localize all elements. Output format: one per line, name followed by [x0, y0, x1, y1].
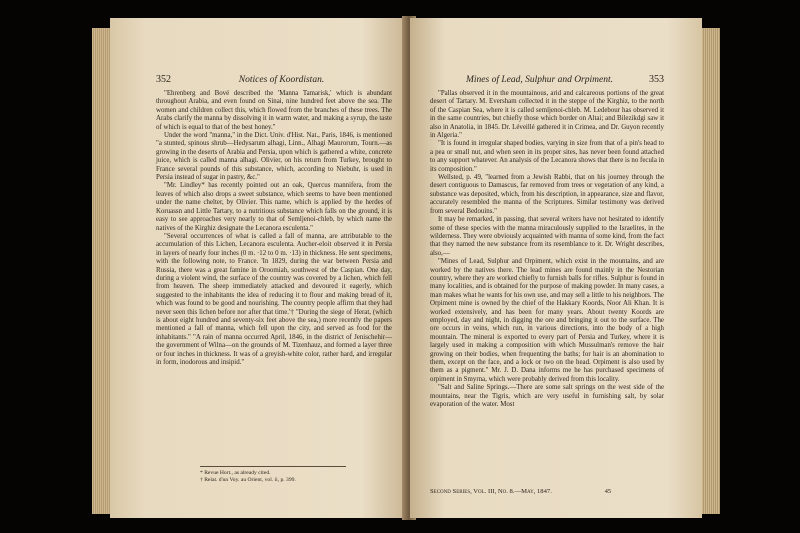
paragraph: Under the word "manna," in the Dict. Univ. d'Hist. Nat., Paris, 1846, is mentioned "a stunted, spinous shrub—Hedysarum alhagi, Linn., Alhagi Maurorum, Tourn.—as growing in the deserts of Arabia and Persia, upon which is gathered a white, concrete juice, which is called manna alhagi. Olivier, on his return from Turkey, brought to France several pounds of this substance, which, according to Niebuhr, is used in Persia instead of sugar in pastry, &c." [156, 132, 392, 182]
paragraph: "Salt and Saline Springs.—There are some salt springs on the west side of the mountains, near the Tigris, which are very useful in furnishing salt, by solar evaporation of the water. Most [430, 384, 664, 409]
paragraph: Wellsted, p. 49, "learned from a Jewish Rabbi, that on his journey through the desert contiguous to Damascus, far removed from trees or vegetation of any kind, a substance was deposited, which, from his description, in appearance, size and flavor, accurately resembled the manna of the Scriptures. Similar testimony was derived from several Bedouins." [430, 174, 664, 215]
paragraph: "Mines of Lead, Sulphur and Orpiment, which exist in the mountains, and are worked by the natives there. The lead mines are found mainly in the Nestorian country, where they are worked chiefly to furnish balls for rifles. Sulphur is found in many localities, and is obtained for the purpose of making powder. In many cases, a man makes what he wants for his own use, and may sell a little to his neighbors. The Orpiment mine is owned by the chief of the Hakkary Koords, Noor Ali Khan. It is worked extensively, and has been for many years. About twenty Koords are employed, day and night, in digging the ore and bringing it out to the surface. The ore occurs in veins, which run, in various directions, into the body of a high mountain. The mineral is exported to every part of Persia and Turkey, where it is largely used in making a composition with which Mussulman's remove the hair growing on their bodies, when frequenting the baths; for hair is an abomination to them, except on the face, and a lock or two on the head. Orpiment is also used by them as a pigment." Mr. J. D. Dana informs me he has purchased specimens of orpiment in Smyrna, which were probably derived from this locality. [430, 258, 664, 383]
right-running-title: Mines of Lead, Sulphur and Orpiment. [466, 75, 613, 85]
left-running-head [156, 74, 392, 85]
series-signature: Second Series, Vol. III, No. 8.—May, 1847. [430, 488, 552, 495]
right-page-number: 353 [648, 74, 664, 85]
paragraph: "Mr. Lindley* has recently pointed out an oak, Quercus mannifera, from the leaves of which also drops a sweet substance, which seems to have been mentioned under the name chelter, by Olivier. This name, which is applied by the herdes of Koruassn and Little Tartary, to a nutritious substance which falls on the ground, it is easy to see approaches very nearly to that of Semljenoi-chleb, by which name the natives of the Kirghiz designate the Lecanora esculenta." [156, 182, 392, 232]
paragraph: It may be remarked, in passing, that several writers have not hesitated to identify some of these species with the manna miraculously supplied to the Israelites, in the wilderness. They were obviously acquainted with manna of some kind, from the fact that they named the new substance from its resemblance to it. Dr. Wright describes, also,— [430, 216, 664, 257]
paragraph: "Several occurrences of what is called a fall of manna, are attributable to the accumulation of this Lichen, Lecanora esculenta. Aucher-eloit observed it in Persia in layers of nearly four inches (0 m. ·12 to 0 m. ·13) in thickness. He sent specimens, with the following note, to France. 'In 1829, during the war between Persia and Russia, there was a great famine in Oroomiah, southwest of the Caspian. One day, during a violent wind, the surface of the country was covered by a lichen, which fell from heaven. The sheep immediately attacked and devoured it eagerly, which suggested to the inhabitants the idea of reducing it to flour and making bread of it, which was found to be good and nourishing. The country people affirm that they had never seen this lichen before nor after that time.'† "During the siege of Herat, (which is about eight hundred and seventy-six feet above the sea,) more recently the papers mentioned a fall of manna, which fell upon the city, and served as food for the inhabitants." "A rain of manna occurred April, 1846, in the district of Jenischehir—the government of Wilna—on the grounds of M. Tizenhauz, and formed a layer three or four inches in thickness. It was of a greyish-white color, rather hard, and irregular in form, inodorous and insipid." [156, 232, 392, 366]
right-running-head [430, 74, 664, 85]
left-body-text [156, 90, 392, 367]
footnote: * Revue Hort., as already cited. [200, 470, 271, 476]
signature-line [430, 488, 664, 495]
right-page [410, 18, 702, 518]
footnote: † Relat. d'un Voy. au Orient, vol. ii, p. 399. [200, 477, 296, 483]
footnotes [200, 466, 346, 484]
left-page-number: 352 [156, 74, 171, 85]
paragraph: "Pallas observed it in the mountainous, arid and calcareous portions of the great desert of Tartary. M. Eversham collected it in the steppe of the Kirghiz, to the north of the Caspian Sea, where it is called semljenoi-chleb. M. Ledebour has observed it in the same countries, but chiefly those which border on Altai; and Bilezikdgi saw it also in Anatolia, in 1845. Dr. Léveillé gathered it in Crimea, and Dr. Guyon recently in Algeria." [430, 90, 664, 140]
signature-number: 45 [604, 488, 612, 495]
open-book [92, 12, 720, 525]
left-running-title: Notices of Koordistan. [238, 75, 325, 85]
paragraph: "Ehrenberg and Bové described the 'Manna Tamarisk,' which is abundant throughout Arabia, and even found on Sinai, nine hundred feet above the sea. The women and children collect this, which flowed from the branches of these trees. The Arabs clarify the manna by dissolving it in warm water, and making a syrup, the taste of which is equal to that of the best honey." [156, 90, 392, 131]
right-body-text [430, 90, 664, 409]
left-page [110, 18, 406, 518]
paragraph: "It is found in irregular shaped bodies, varying in size from that of a pin's head to a pea or small nut, and when seen in its proper sites, has never been found attached to any support whatever. An analysis of the Lecanora shows that there is no fecula in its composition." [430, 140, 664, 173]
